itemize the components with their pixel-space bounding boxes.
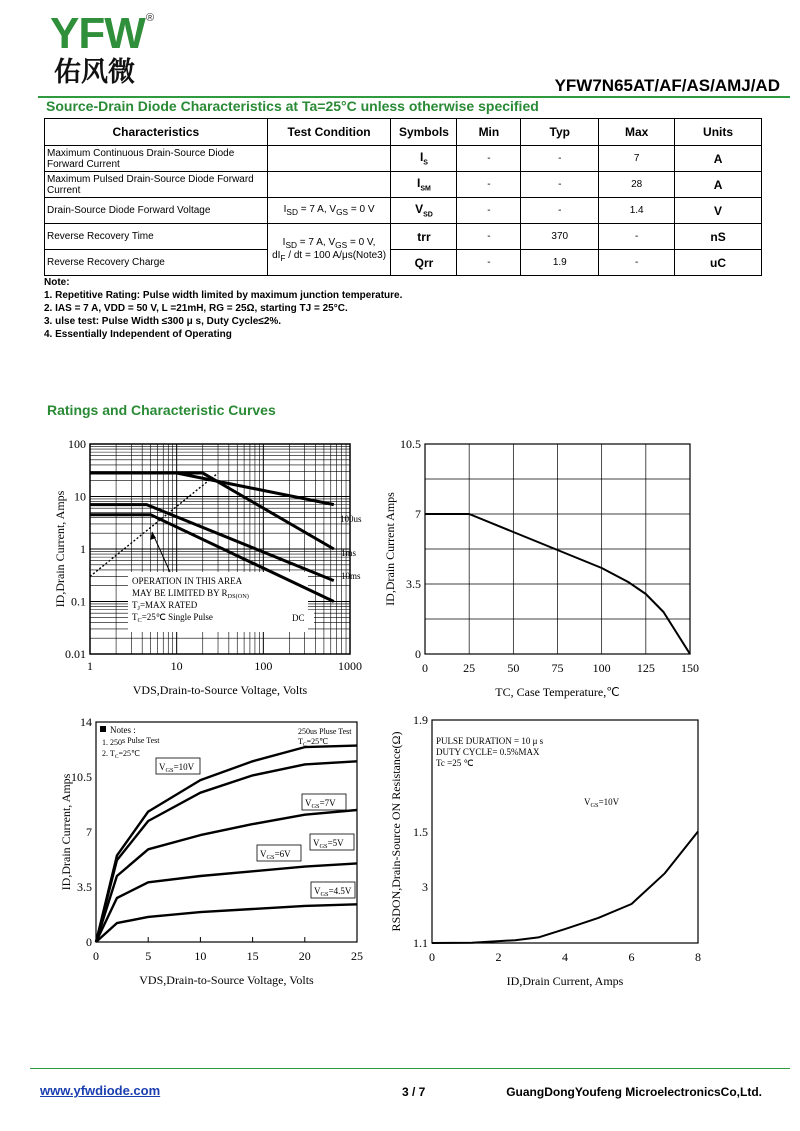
y-tick-label: 0.1	[71, 594, 86, 609]
vgs-label: $V_{GS}=4.5V$	[314, 886, 352, 898]
x-axis-label: ID,Drain Current, Amps	[506, 974, 624, 988]
y-tick-label: 0	[86, 935, 92, 949]
section-title-curves: Ratings and Characteristic Curves	[47, 402, 276, 418]
symbol-cell: $V_{SD}$	[391, 198, 457, 224]
table-header-row	[45, 119, 762, 146]
section-title-diode: Source-Drain Diode Characteristics at Ta=25°C unless otherwise specified	[46, 98, 539, 114]
y-axis-label: ID,Drain Current, Amps	[53, 490, 67, 608]
header-cell: Max	[599, 119, 675, 146]
symbol-cell: $I_{SM}$	[391, 172, 457, 198]
registered-mark: ®	[146, 12, 155, 24]
x-tick-label: 8	[695, 950, 701, 964]
typ-cell: -	[521, 172, 599, 198]
y-tick-label: 3	[422, 880, 428, 894]
x-tick-label: 15	[246, 949, 259, 963]
y-axis-label: ID,Drain Current, Amps	[59, 773, 73, 891]
table-row	[45, 146, 762, 172]
x-tick-label: 0	[93, 949, 99, 963]
y-tick-label: 1.1	[413, 936, 428, 950]
x-tick-label: 1000	[338, 659, 362, 673]
y-tick-label: 7	[86, 825, 92, 839]
annotation-text: $T_C=25℃$ Single Pulse	[132, 612, 213, 624]
logo-chinese-name: 佑风微	[54, 57, 135, 88]
y-tick-label: 3.5	[406, 577, 421, 591]
header-cell: Symbols	[391, 119, 457, 146]
notes-title: Note:	[44, 277, 70, 288]
page-number: 3 / 7	[402, 1085, 426, 1099]
note-text: Tc =25 ℃	[436, 758, 474, 768]
x-tick-label: 20	[298, 949, 311, 963]
vgs-label: $V_{GS}=10V$	[584, 797, 620, 809]
symbol-cell: trr	[391, 224, 457, 250]
max-cell: 1.4	[599, 198, 675, 224]
header-cell: Min	[457, 119, 521, 146]
note-text: Notes :	[110, 725, 136, 735]
table-row	[45, 224, 762, 250]
y-tick-label: 3.5	[77, 880, 92, 894]
x-axis-label: VDS,Drain-to-Source Voltage, Volts	[132, 683, 308, 697]
x-tick-label: 4	[562, 950, 568, 964]
x-axis-label: TC, Case Temperature,℃	[495, 685, 620, 699]
y-tick-label: 1.9	[413, 713, 428, 727]
footer-rule	[30, 1068, 790, 1069]
unit-cell: uC	[675, 250, 762, 276]
table-row	[45, 250, 762, 276]
shared-cond-cell: $I_{SD} = 7$ A, $V_{GS} = 0$ V, $dI_F$ / dt = 100 A/μs(Note3)	[267, 224, 391, 276]
y-tick-label: 100	[68, 437, 86, 451]
header-cell: Test Condition	[267, 119, 391, 146]
header-cell: Typ	[521, 119, 599, 146]
x-tick-label: 0	[422, 661, 428, 675]
max-cell: 28	[599, 172, 675, 198]
x-axis-label: VDS,Drain-to-Source Voltage, Volts	[139, 973, 314, 987]
symbol-cell: Qrr	[391, 250, 457, 276]
min-cell: -	[457, 146, 521, 172]
char-cell: Maximum Continuous Drain-Source Diode Forward Current	[45, 146, 268, 172]
max-cell: 7	[599, 146, 675, 172]
series-line	[432, 832, 698, 944]
series-line	[96, 904, 357, 942]
series-label: 1ms	[341, 548, 357, 558]
unit-cell: A	[675, 172, 762, 198]
company-name: GuangDongYoufeng MicroelectronicsCo,Ltd.	[506, 1085, 762, 1099]
note-bullet-icon	[100, 726, 106, 732]
website-link[interactable]: www.yfwdiode.com	[40, 1083, 161, 1098]
y-tick-label: 10.5	[71, 770, 92, 784]
x-tick-label: 10	[194, 949, 207, 963]
note-item: 1. Repetitive Rating: Pulse width limited by maximum junction temperature.	[44, 290, 403, 301]
company-logo	[50, 9, 145, 58]
typ-cell: -	[521, 198, 599, 224]
header-cell: Characteristics	[45, 119, 268, 146]
logo-text: YFW	[50, 9, 145, 58]
chart-output-characteristics	[40, 712, 385, 992]
y-tick-label: 10	[74, 489, 86, 504]
max-cell: -	[599, 250, 675, 276]
symbol-cell: $I_S$	[391, 146, 457, 172]
x-tick-label: 150	[681, 661, 699, 675]
char-cell: Drain-Source Diode Forward Voltage	[45, 198, 268, 224]
table-row	[45, 198, 762, 224]
chart-derating	[380, 432, 720, 704]
y-tick-label: 1.5	[413, 825, 428, 839]
x-tick-label: 100	[254, 659, 273, 673]
note-text: PULSE DURATION = 10 μ s	[436, 736, 544, 746]
x-tick-label: 75	[551, 661, 564, 675]
note-text: 250us Pluse Test	[298, 727, 352, 736]
typ-cell: 1.9	[521, 250, 599, 276]
char-cell: Reverse Recovery Charge	[45, 250, 268, 276]
note-item: 2. IAS = 7 A, VDD = 50 V, L =21mH, RG = 25Ω, starting TJ = 25°C.	[44, 303, 348, 314]
y-tick-label: 10.5	[400, 437, 421, 451]
min-cell: -	[457, 172, 521, 198]
x-tick-label: 0	[429, 950, 435, 964]
part-number: YFW7N65AT/AF/AS/AMJ/AD	[554, 76, 780, 95]
x-tick-label: 25	[351, 949, 363, 963]
unit-cell: nS	[675, 224, 762, 250]
chart-rdson	[380, 712, 720, 992]
x-tick-label: 5	[145, 949, 152, 963]
series-line	[90, 473, 334, 549]
note-text: DUTY CYCLE= 0.5%MAX	[436, 747, 540, 757]
chart-safe-operating-area	[40, 432, 385, 704]
annotation-text: OPERATION IN THIS AREA	[132, 576, 243, 586]
max-cell: -	[599, 224, 675, 250]
header-cell: Units	[675, 119, 762, 146]
note-text: $T_C=25℃$	[298, 737, 329, 748]
diode-characteristics-table	[44, 118, 762, 276]
y-tick-label: 0	[415, 647, 421, 661]
char-cell: Maximum Pulsed Drain-Source Diode Forward Current	[45, 172, 268, 198]
typ-cell: 370	[521, 224, 599, 250]
x-tick-label: 6	[628, 950, 635, 964]
vgs-label: $V_{GS}=10V$	[159, 762, 195, 774]
series-label: 10ms	[341, 571, 361, 581]
y-tick-label: 1	[80, 542, 86, 556]
cond-cell	[267, 172, 391, 198]
char-cell: Reverse Recovery Time	[45, 224, 268, 250]
x-tick-label: 125	[636, 661, 655, 675]
x-tick-label: 1	[87, 659, 93, 673]
min-cell: -	[457, 250, 521, 276]
x-tick-label: 50	[507, 661, 520, 675]
y-axis-label: RSDON,Drain-Source ON Resistance(Ω)	[389, 731, 403, 932]
typ-cell: -	[521, 146, 599, 172]
x-tick-label: 10	[170, 659, 183, 673]
table-row	[45, 172, 762, 198]
cond-cell	[267, 146, 391, 172]
note-text: 2. $T_C=25℃$	[102, 749, 140, 760]
series-label: DC	[292, 613, 305, 623]
unit-cell: A	[675, 146, 762, 172]
cond-cell: $I_{SD} = 7$ A, $V_{GS} = 0$ V	[267, 198, 391, 224]
x-tick-label: 100	[592, 661, 611, 675]
x-tick-label: 2	[495, 950, 502, 964]
series-label: 100us	[340, 514, 362, 524]
y-tick-label: 0.01	[65, 647, 86, 661]
vgs-label: $V_{GS}=7V$	[305, 798, 336, 810]
note-item: 4. Essentially Independent of Operating	[44, 329, 232, 340]
note-text: 1. 250s Pulse Test	[102, 736, 160, 747]
note-item: 3. ulse test: Pulse Width ≤300 μ s, Duty Cycle≤2%.	[44, 316, 282, 327]
notes-block	[44, 276, 402, 341]
y-axis-label: ID,Drain Current Amps	[383, 492, 397, 606]
annotation-text: $T_J=MAX$ RATED	[132, 600, 198, 612]
min-cell: -	[457, 198, 521, 224]
unit-cell: V	[675, 198, 762, 224]
vgs-label: $V_{GS}=6V$	[260, 849, 291, 861]
x-tick-label: 25	[463, 661, 476, 675]
y-tick-label: 14	[80, 715, 92, 729]
series-line	[96, 863, 357, 942]
series-line	[96, 761, 357, 942]
annotation-text: MAY BE LIMITED BY $R_{DS(ON)}$	[132, 588, 249, 600]
min-cell: -	[457, 224, 521, 250]
y-tick-label: 7	[415, 507, 421, 521]
vgs-label: $V_{GS}=5V$	[313, 838, 344, 850]
